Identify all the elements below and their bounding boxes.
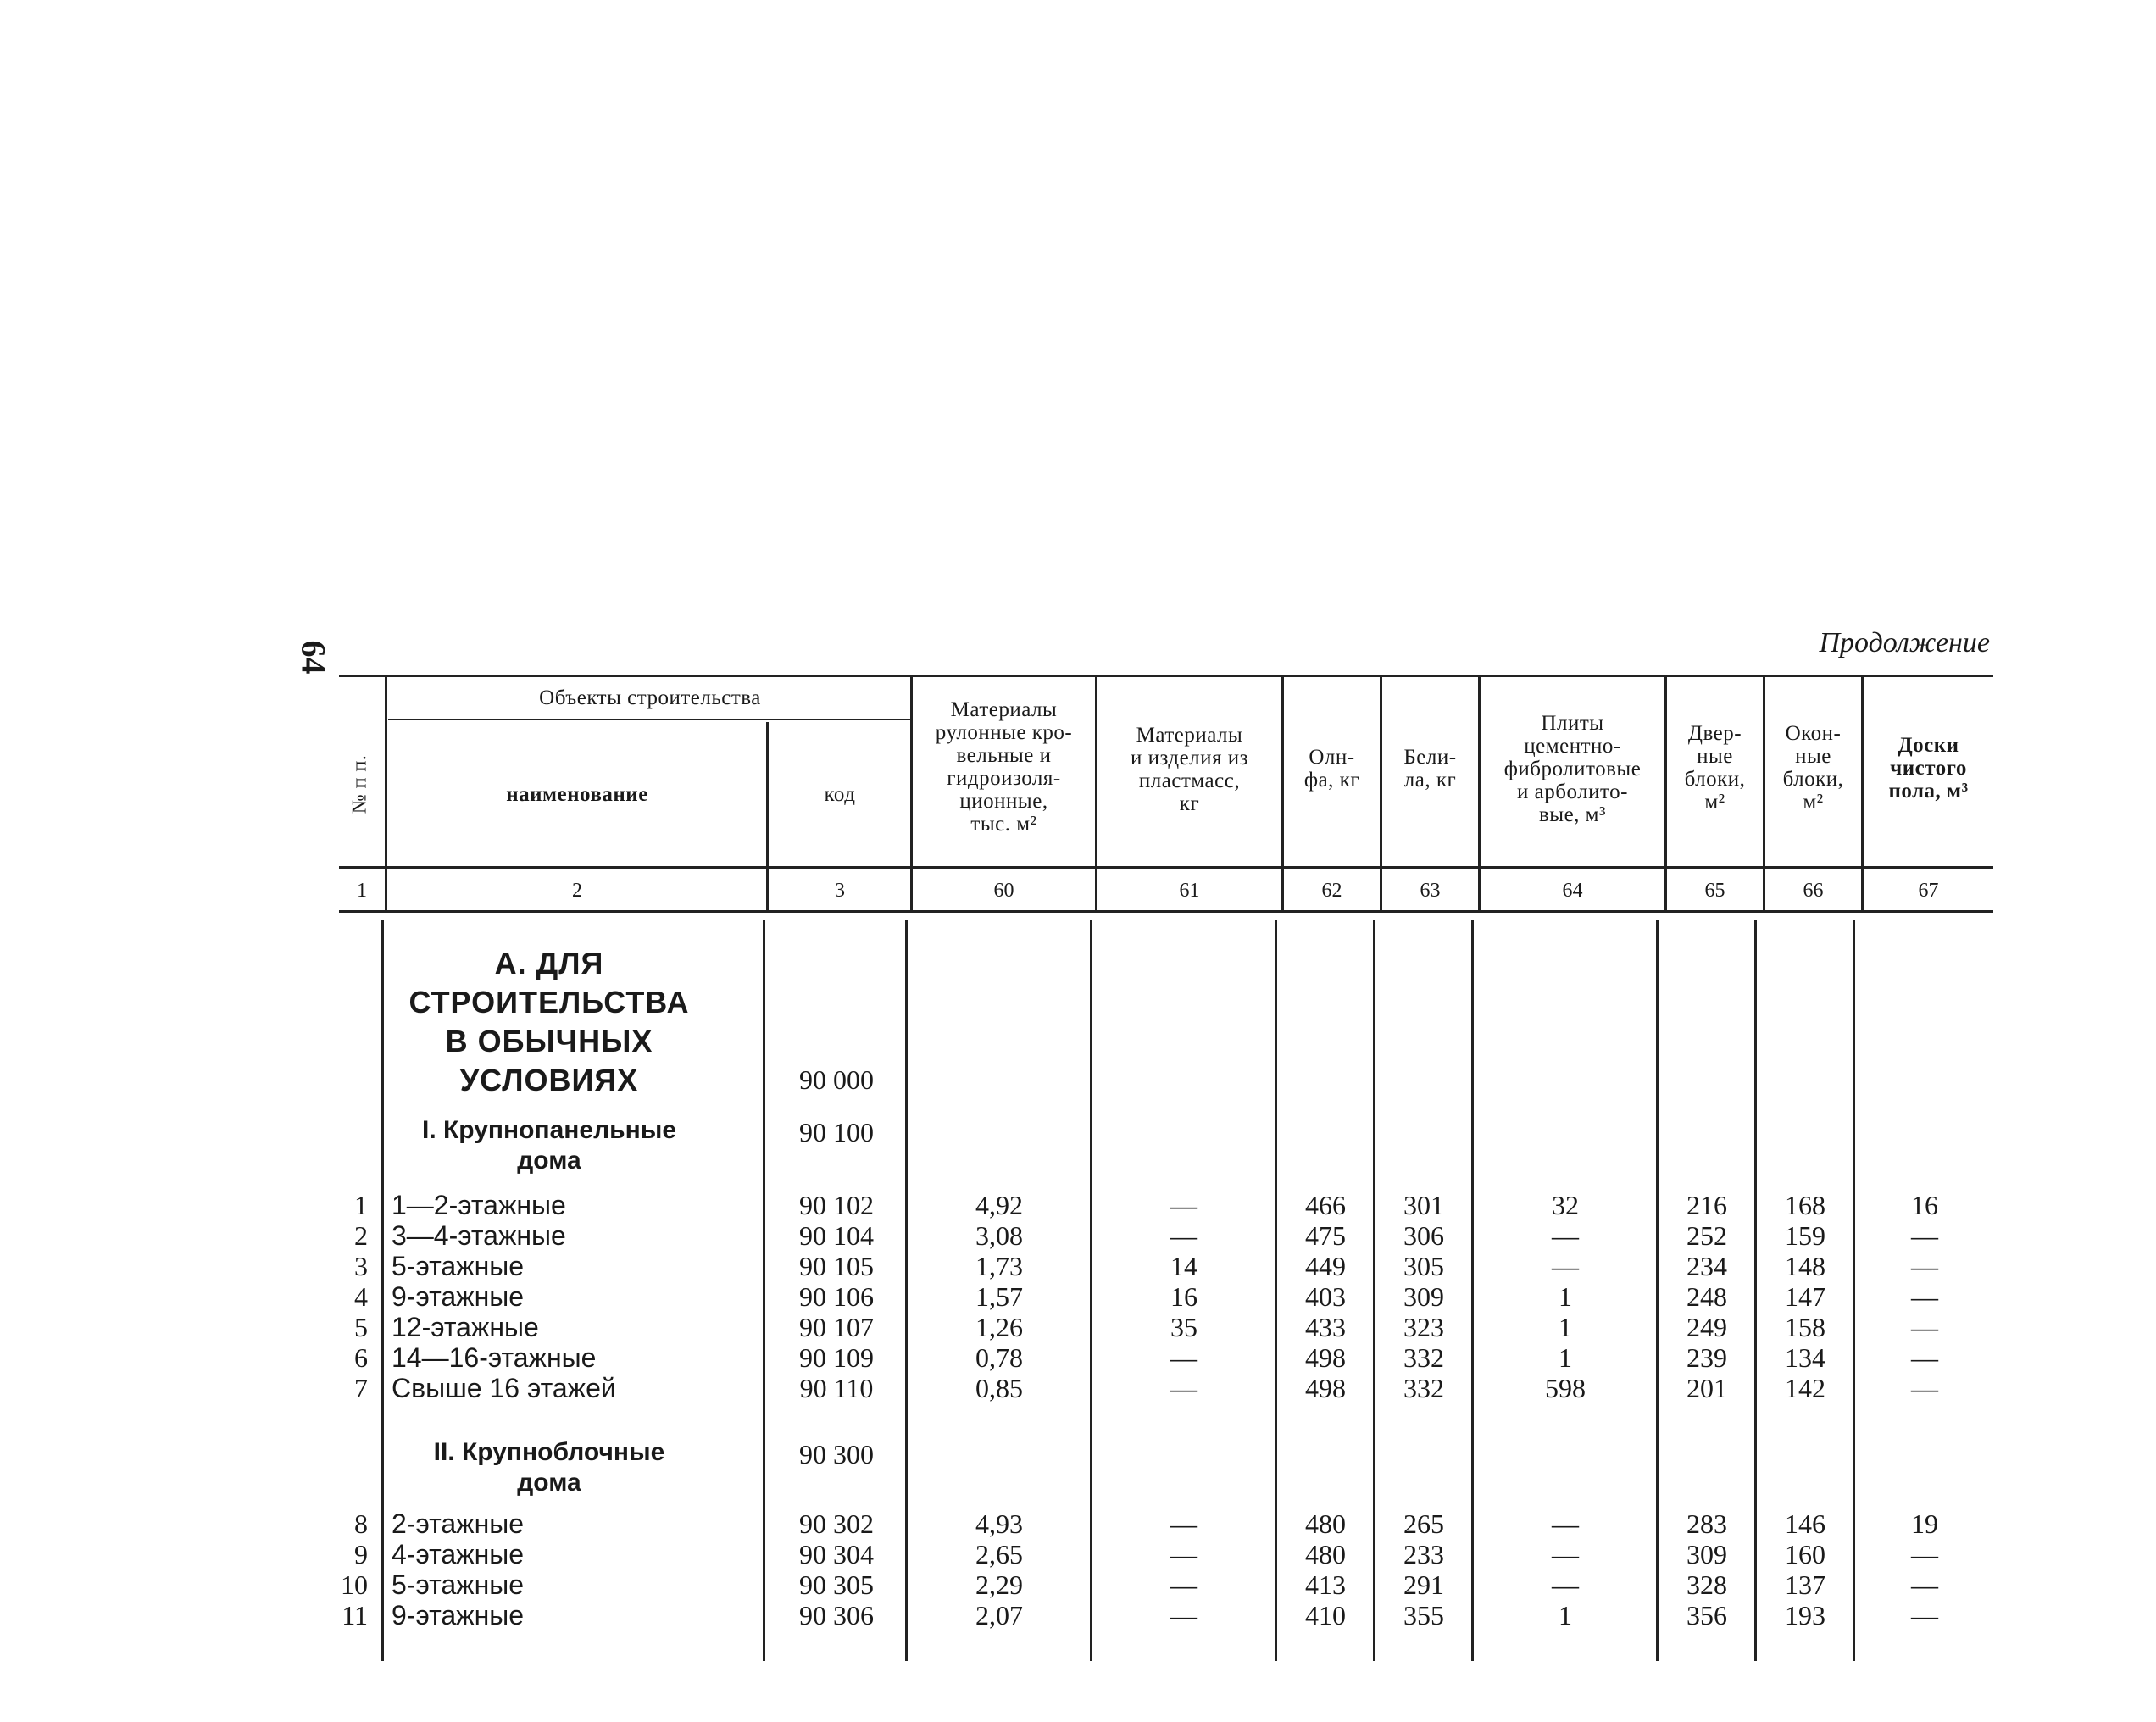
cell-c66: 137: [1785, 1569, 1825, 1600]
cell-c65: 328: [1686, 1569, 1727, 1600]
cell-c65: 356: [1686, 1600, 1727, 1630]
cell-c66: 158: [1785, 1312, 1825, 1342]
text-line: блоки,: [1684, 768, 1746, 791]
cell-c61: 16: [1170, 1281, 1197, 1312]
text-line: дома: [517, 1469, 581, 1497]
row-name: 4-этажные: [392, 1539, 525, 1569]
cell-c64: 598: [1545, 1373, 1586, 1403]
cell-c61: —: [1170, 1190, 1197, 1220]
cell-c60: 1,73: [975, 1251, 1023, 1281]
cell-c66: 148: [1785, 1251, 1825, 1281]
cell-c64: 1: [1559, 1312, 1572, 1342]
row-name: 5-этажные: [392, 1251, 525, 1281]
cell-c60: 3,08: [975, 1220, 1023, 1251]
group-1-title: [380, 1115, 719, 1176]
cell-c63: 309: [1403, 1281, 1444, 1312]
cell-c63: 301: [1403, 1190, 1444, 1220]
text-line: Бели-: [1403, 746, 1457, 769]
column-number: 1: [357, 880, 367, 902]
column-number: 64: [1562, 880, 1583, 902]
column-number: 2: [572, 880, 582, 902]
cell-c62: 433: [1305, 1312, 1346, 1342]
cell-c64: —: [1552, 1220, 1579, 1251]
cell-c66: 159: [1785, 1220, 1825, 1251]
header-col64: [1481, 712, 1664, 826]
cell-c62: 498: [1305, 1373, 1346, 1403]
section-a-title: [380, 944, 719, 1100]
header-divider: [1380, 675, 1382, 910]
continued-label: Продолжение: [1819, 627, 1990, 658]
cell-c61: 14: [1170, 1251, 1197, 1281]
row-code: 90 110: [799, 1373, 874, 1403]
header-col60: [913, 698, 1095, 836]
cell-c62: 413: [1305, 1569, 1346, 1600]
row-name: 3—4-этажные: [392, 1220, 566, 1251]
cell-c63: 291: [1403, 1569, 1444, 1600]
column-number: 61: [1179, 880, 1200, 902]
header-col61: [1097, 724, 1281, 815]
cell-c67: —: [1911, 1373, 1938, 1403]
table-top-rule: [339, 675, 1993, 677]
row-code: 90 104: [799, 1220, 874, 1251]
row-code: 90 302: [799, 1508, 874, 1539]
group-1-code: 90 100: [799, 1117, 874, 1147]
row-code: 90 106: [799, 1281, 874, 1312]
column-number: 65: [1704, 880, 1725, 902]
header-bottom-rule: [339, 866, 1993, 869]
cell-c62: 480: [1305, 1539, 1346, 1569]
cell-c60: 0,85: [975, 1373, 1023, 1403]
text-line: и изделия из: [1130, 747, 1249, 769]
text-line: пола, м³: [1888, 780, 1969, 803]
row-name: Свыше 16 этажей: [392, 1373, 616, 1403]
column-numbers-rule: [339, 910, 1993, 913]
body-divider: [763, 920, 765, 1661]
text-line: цементно-: [1524, 735, 1621, 758]
row-name: 14—16-этажные: [392, 1342, 597, 1373]
row-code: 90 305: [799, 1569, 874, 1600]
text-line: II. Крупноблочные: [433, 1438, 665, 1466]
cell-c64: 1: [1559, 1281, 1572, 1312]
header-col65: [1667, 722, 1763, 814]
cell-c61: —: [1170, 1539, 1197, 1569]
row-number: 11: [342, 1600, 368, 1630]
header-col62: [1284, 746, 1380, 792]
text-line: м²: [1704, 791, 1725, 814]
row-code: 90 105: [799, 1251, 874, 1281]
cell-c60: 2,65: [975, 1539, 1023, 1569]
cell-c66: 142: [1785, 1373, 1825, 1403]
header-col66: [1765, 722, 1861, 814]
cell-c64: —: [1552, 1508, 1579, 1539]
column-number: 67: [1918, 880, 1939, 902]
row-name: 9-этажные: [392, 1600, 525, 1630]
section-a-code: 90 000: [799, 1064, 874, 1095]
cell-c67: 16: [1911, 1190, 1938, 1220]
cell-c61: 35: [1170, 1312, 1197, 1342]
text-line: А. ДЛЯ: [494, 946, 604, 980]
cell-c61: —: [1170, 1569, 1197, 1600]
cell-c60: 4,93: [975, 1508, 1023, 1539]
header-divider: [766, 722, 769, 910]
cell-c61: —: [1170, 1220, 1197, 1251]
cell-c65: 239: [1686, 1342, 1727, 1373]
text-line: кг: [1179, 792, 1200, 815]
cell-c63: 332: [1403, 1373, 1444, 1403]
cell-c63: 306: [1403, 1220, 1444, 1251]
text-line: Материалы: [1136, 724, 1243, 747]
header-col67: [1864, 734, 1993, 803]
text-line: СТРОИТЕЛЬСТВА: [408, 985, 690, 1019]
text-line: Окон-: [1785, 722, 1842, 745]
cell-c62: 403: [1305, 1281, 1346, 1312]
row-number: 1: [354, 1190, 368, 1220]
text-line: пластмасс,: [1138, 769, 1241, 792]
text-line: чистого: [1890, 757, 1967, 780]
cell-c60: 2,29: [975, 1569, 1023, 1600]
row-name: 1—2-этажные: [392, 1190, 566, 1220]
text-line: Олн-: [1309, 746, 1355, 769]
objects-group-rule: [388, 719, 912, 720]
cell-c66: 134: [1785, 1342, 1825, 1373]
row-code: 90 109: [799, 1342, 874, 1373]
cell-c62: 449: [1305, 1251, 1346, 1281]
body-divider: [1090, 920, 1092, 1661]
row-number: 6: [354, 1342, 368, 1373]
cell-c64: —: [1552, 1251, 1579, 1281]
cell-c60: 2,07: [975, 1600, 1023, 1630]
text-line: гидроизоля-: [947, 767, 1061, 790]
header-col63: [1382, 746, 1478, 792]
text-line: вельные и: [956, 744, 1052, 767]
text-line: и арболито-: [1517, 780, 1628, 803]
row-number: 7: [354, 1373, 368, 1403]
row-number: 9: [354, 1539, 368, 1569]
cell-c62: 498: [1305, 1342, 1346, 1373]
cell-c63: 233: [1403, 1539, 1444, 1569]
cell-c63: 323: [1403, 1312, 1444, 1342]
column-number: 63: [1420, 880, 1441, 902]
column-number: 62: [1321, 880, 1342, 902]
text-line: фа, кг: [1303, 769, 1360, 792]
body-divider: [1471, 920, 1474, 1661]
cell-c67: —: [1911, 1251, 1938, 1281]
row-name: 5-этажные: [392, 1569, 525, 1600]
body-divider: [1754, 920, 1757, 1661]
cell-c60: 4,92: [975, 1190, 1023, 1220]
cell-c67: —: [1911, 1569, 1938, 1600]
header-name: наименование: [506, 783, 648, 806]
cell-c64: 1: [1559, 1600, 1572, 1630]
cell-c64: —: [1552, 1539, 1579, 1569]
cell-c65: 216: [1686, 1190, 1727, 1220]
cell-c65: 252: [1686, 1220, 1727, 1251]
cell-c67: 19: [1911, 1508, 1938, 1539]
text-line: ные: [1795, 745, 1831, 768]
cell-c61: —: [1170, 1600, 1197, 1630]
text-line: I. Крупнопанельные: [421, 1116, 677, 1144]
cell-c67: —: [1911, 1342, 1938, 1373]
cell-c63: 332: [1403, 1342, 1444, 1373]
row-number: 10: [341, 1569, 368, 1600]
row-code: 90 107: [799, 1312, 874, 1342]
cell-c65: 309: [1686, 1539, 1727, 1569]
cell-c66: 160: [1785, 1539, 1825, 1569]
text-line: дома: [517, 1147, 581, 1175]
cell-c67: —: [1911, 1312, 1938, 1342]
row-name: 2-этажные: [392, 1508, 525, 1539]
cell-c67: —: [1911, 1220, 1938, 1251]
column-number: 66: [1803, 880, 1824, 902]
cell-c60: 1,57: [975, 1281, 1023, 1312]
row-number: 4: [354, 1281, 368, 1312]
cell-c62: 475: [1305, 1220, 1346, 1251]
group-2-title: [380, 1437, 719, 1498]
text-line: ла, кг: [1403, 769, 1457, 792]
text-line: ные: [1697, 745, 1733, 768]
materials-table: [339, 675, 1993, 1661]
body-divider: [1853, 920, 1855, 1661]
cell-c65: 248: [1686, 1281, 1727, 1312]
row-code: 90 102: [799, 1190, 874, 1220]
text-line: вые, м³: [1538, 803, 1606, 826]
cell-c63: 305: [1403, 1251, 1444, 1281]
text-line: м²: [1803, 791, 1824, 814]
text-line: ционные,: [959, 790, 1048, 813]
text-line: Материалы: [950, 698, 1058, 721]
body-divider: [1656, 920, 1659, 1661]
cell-c66: 146: [1785, 1508, 1825, 1539]
row-name: 12-этажные: [392, 1312, 539, 1342]
header-code: код: [824, 783, 856, 806]
cell-c62: 410: [1305, 1600, 1346, 1630]
cell-c65: 283: [1686, 1508, 1727, 1539]
cell-c64: 32: [1552, 1190, 1579, 1220]
page-number: 64: [294, 640, 333, 675]
cell-c61: —: [1170, 1508, 1197, 1539]
body-divider: [1275, 920, 1277, 1661]
cell-c64: 1: [1559, 1342, 1572, 1373]
text-line: Доски: [1898, 734, 1959, 757]
cell-c67: —: [1911, 1281, 1938, 1312]
row-number: 3: [354, 1251, 368, 1281]
text-line: тыс. м²: [970, 813, 1037, 836]
body-divider: [1373, 920, 1375, 1661]
text-line: фибролитовые: [1503, 758, 1642, 780]
row-number: 2: [354, 1220, 368, 1251]
cell-c61: —: [1170, 1373, 1197, 1403]
text-line: Двер-: [1687, 722, 1742, 745]
text-line: блоки,: [1782, 768, 1844, 791]
cell-c60: 1,26: [975, 1312, 1023, 1342]
cell-c64: —: [1552, 1569, 1579, 1600]
cell-c66: 193: [1785, 1600, 1825, 1630]
cell-c66: 168: [1785, 1190, 1825, 1220]
cell-c67: —: [1911, 1600, 1938, 1630]
cell-c61: —: [1170, 1342, 1197, 1373]
text-line: В ОБЫЧНЫХ: [445, 1024, 653, 1058]
row-number: 5: [354, 1312, 368, 1342]
header-objects-group: Объекты строительства: [539, 686, 761, 709]
header-row-number: № п п.: [348, 754, 371, 814]
column-number: 3: [835, 880, 845, 902]
group-2-code: 90 300: [799, 1439, 874, 1469]
cell-c60: 0,78: [975, 1342, 1023, 1373]
cell-c62: 466: [1305, 1190, 1346, 1220]
text-line: УСЛОВИЯХ: [459, 1063, 639, 1097]
cell-c67: —: [1911, 1539, 1938, 1569]
cell-c65: 234: [1686, 1251, 1727, 1281]
cell-c63: 355: [1403, 1600, 1444, 1630]
cell-c63: 265: [1403, 1508, 1444, 1539]
row-code: 90 306: [799, 1600, 874, 1630]
row-number: 8: [354, 1508, 368, 1539]
row-code: 90 304: [799, 1539, 874, 1569]
text-line: Плиты: [1541, 712, 1604, 735]
cell-c65: 249: [1686, 1312, 1727, 1342]
cell-c66: 147: [1785, 1281, 1825, 1312]
header-divider: [1281, 675, 1284, 910]
header-divider: [385, 675, 387, 910]
row-name: 9-этажные: [392, 1281, 525, 1312]
cell-c65: 201: [1686, 1373, 1727, 1403]
column-number: 60: [993, 880, 1014, 902]
cell-c62: 480: [1305, 1508, 1346, 1539]
text-line: рулонные кро-: [935, 721, 1073, 744]
